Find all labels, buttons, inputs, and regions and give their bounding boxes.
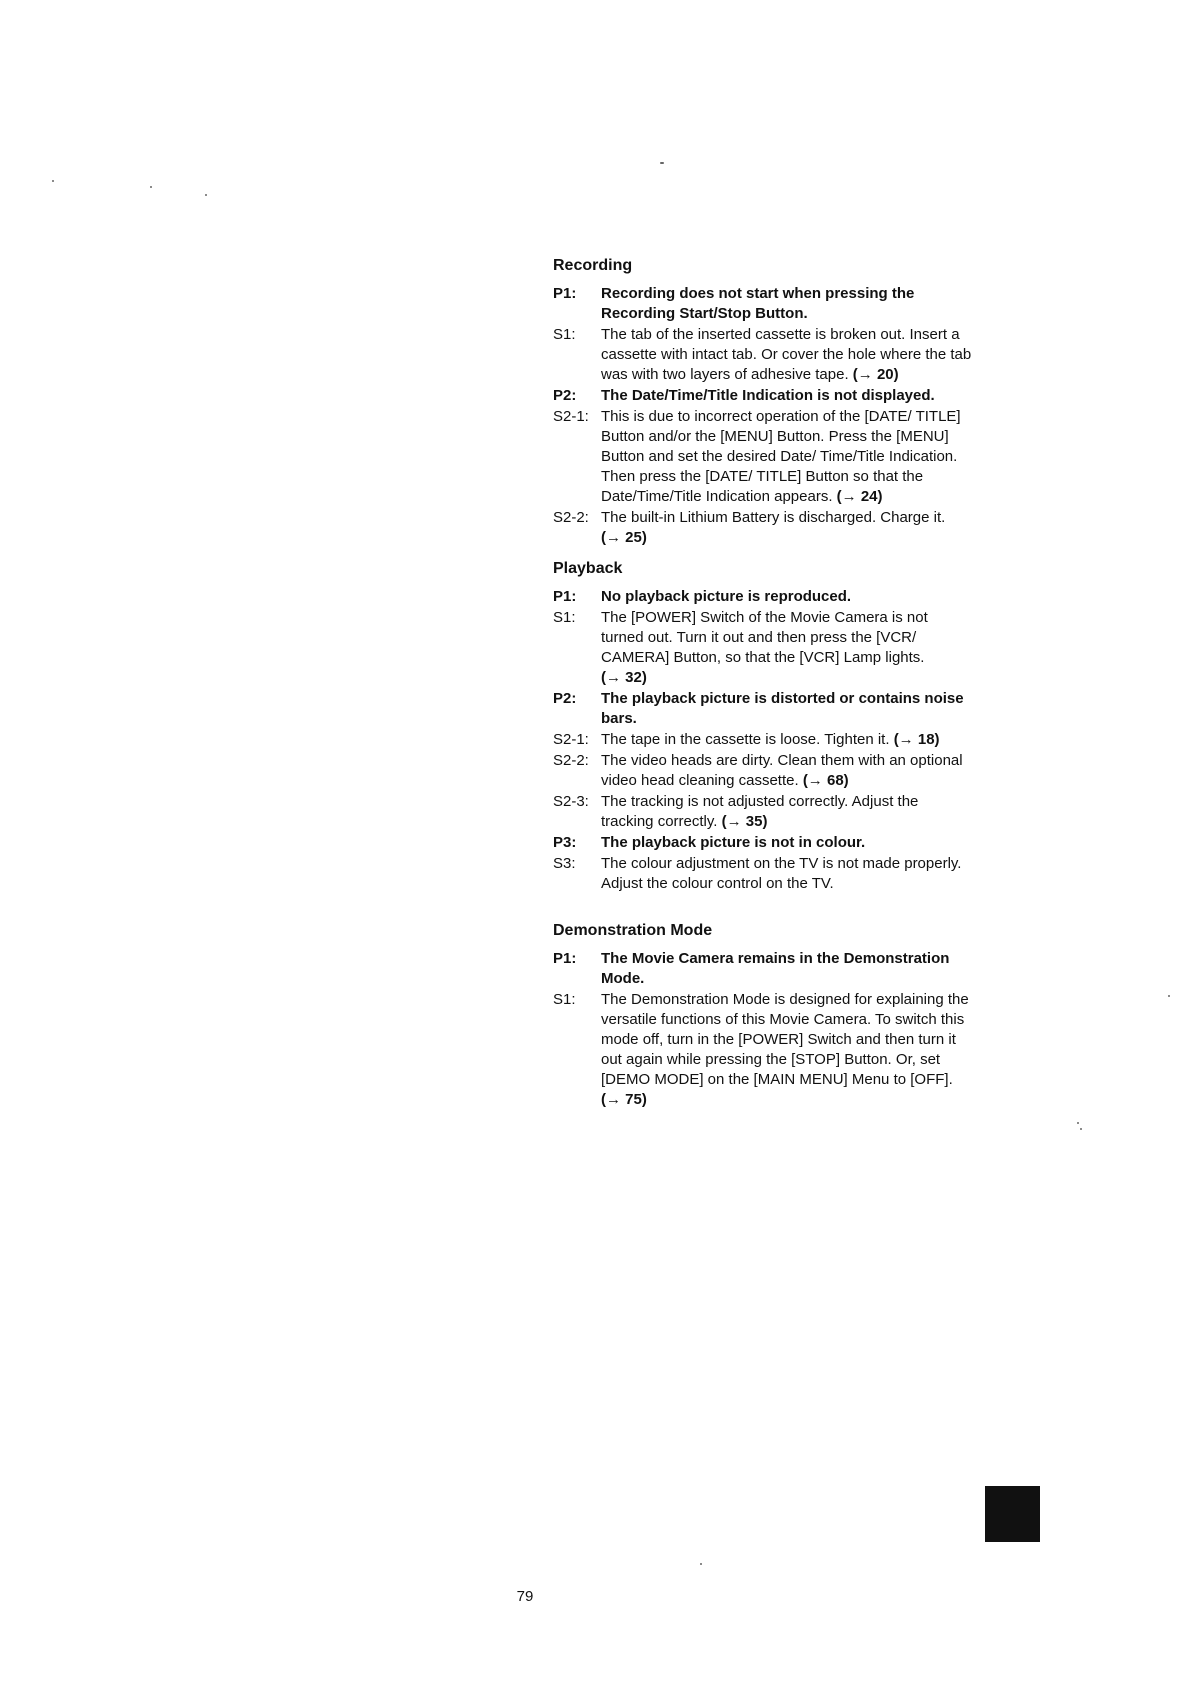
entry-text: The tape in the cassette is loose. Tighten it. xyxy=(601,731,890,748)
page-reference: (→ 68) xyxy=(802,772,849,789)
entry-text: The Movie Camera remains in the Demonstration Mode. xyxy=(601,950,950,987)
entry-tag: S1: xyxy=(553,991,576,1008)
scan-speck xyxy=(150,186,152,188)
page-reference: (→ 24) xyxy=(836,488,883,505)
section-title-demonstration-mode: Demonstration Mode xyxy=(553,922,713,939)
entry-tag: S2-1: xyxy=(553,408,589,425)
section-playback xyxy=(553,559,973,894)
section-title-recording: Recording xyxy=(553,257,633,274)
entry-tag: S2-1: xyxy=(553,731,589,748)
entry-text: The video heads are dirty. Clean them with an optional video head cleaning cassette. xyxy=(601,752,963,789)
section-recording xyxy=(553,256,973,548)
recording-s2-1 xyxy=(553,407,973,507)
page-number: 79 xyxy=(516,1588,534,1605)
scan-speck xyxy=(1080,1128,1082,1130)
playback-p3 xyxy=(553,833,973,853)
playback-s2-1 xyxy=(553,730,973,750)
section-title-playback: Playback xyxy=(553,560,623,577)
edge-index-tab xyxy=(985,1486,1040,1542)
playback-p1 xyxy=(553,587,973,607)
playback-p2 xyxy=(553,689,973,729)
section-demonstration-mode xyxy=(553,921,973,1110)
entry-tag: S1: xyxy=(553,326,576,343)
scan-speck xyxy=(1168,995,1170,997)
entry-body xyxy=(601,508,973,548)
entry-text: The tracking is not adjusted correctly. Adjust the tracking correctly. xyxy=(601,793,919,830)
page-reference: (→ 20) xyxy=(852,366,899,383)
entry-text: This is due to incorrect operation of the [DATE/ TITLE] Button and/or the [MENU] Button. Press the [MENU] Button and set the desired Date/ Time/Title Indication. Then press the [DATE/ TITLE] Button so that the Date/Time/Title Indication appears. xyxy=(601,408,961,505)
entry-tag: P2: xyxy=(553,690,577,707)
entry-text: Recording does not start when pressing the Recording Start/Stop Button. xyxy=(601,285,915,322)
entry-tag: P1: xyxy=(553,588,577,605)
page-reference: (→ 25) xyxy=(601,529,647,546)
recording-p1 xyxy=(553,284,973,324)
scan-speck xyxy=(205,194,207,196)
scan-speck xyxy=(1077,1122,1079,1124)
entry-body xyxy=(601,730,973,750)
entry-text: The playback picture is not in colour. xyxy=(601,834,866,851)
playback-s2-2 xyxy=(553,751,973,791)
entry-body xyxy=(601,990,973,1110)
entry-tag: S2-3: xyxy=(553,793,589,810)
recording-s1 xyxy=(553,325,973,385)
entry-text: No playback picture is reproduced. xyxy=(601,588,852,605)
playback-s3 xyxy=(553,854,973,894)
page-reference: (→ 75) xyxy=(601,1091,647,1108)
entry-tag: S2-2: xyxy=(553,509,589,526)
scan-speck xyxy=(52,180,54,182)
entry-tag: S3: xyxy=(553,855,576,872)
scan-speck xyxy=(700,1563,702,1565)
entry-tag: S2-2: xyxy=(553,752,589,769)
entry-body xyxy=(601,608,973,688)
playback-s2-3 xyxy=(553,792,973,832)
demo-p1 xyxy=(553,949,973,989)
entry-text: The colour adjustment on the TV is not made properly. Adjust the colour control on the TV. xyxy=(601,855,962,892)
section-spacer xyxy=(553,895,973,921)
entry-tag: P2: xyxy=(553,387,577,404)
entry-text: The playback picture is distorted or contains noise bars. xyxy=(601,690,964,727)
page-reference: (→ 18) xyxy=(893,731,940,748)
entry-body xyxy=(601,325,973,385)
entry-text: The tab of the inserted cassette is broken out. Insert a cassette with intact tab. Or cover the hole where the tab was with two layers of adhesive tape. xyxy=(601,326,972,383)
section-spacer xyxy=(553,549,973,559)
entry-text: The Demonstration Mode is designed for explaining the versatile functions of this Movie Camera. To switch this mode off, turn in the [POWER] Switch and then turn it out again while pressing the [STOP] Button. Or, set [DEMO MODE] on the [MAIN MENU] Menu to [OFF]. xyxy=(601,991,969,1088)
entry-body xyxy=(601,792,973,832)
entry-body xyxy=(601,407,973,507)
demo-s1 xyxy=(553,990,973,1110)
recording-s2-2 xyxy=(553,508,973,548)
entry-tag: S1: xyxy=(553,609,576,626)
playback-s1 xyxy=(553,608,973,688)
entry-tag: P1: xyxy=(553,950,577,967)
entry-tag: P3: xyxy=(553,834,577,851)
troubleshooting-content xyxy=(553,256,973,1111)
page-reference: (→ 32) xyxy=(601,669,647,686)
page-reference: (→ 35) xyxy=(721,813,768,830)
entry-text: The [POWER] Switch of the Movie Camera is not turned out. Turn it out and then press the [VCR/ CAMERA] Button, so that the [VCR] Lamp lights. xyxy=(601,609,928,666)
entry-body xyxy=(601,751,973,791)
entry-text: The Date/Time/Title Indication is not displayed. xyxy=(601,387,935,404)
recording-p2 xyxy=(553,386,973,406)
scan-speck xyxy=(660,162,664,164)
entry-tag: P1: xyxy=(553,285,577,302)
entry-text: The built-in Lithium Battery is discharged. Charge it. xyxy=(601,509,946,526)
